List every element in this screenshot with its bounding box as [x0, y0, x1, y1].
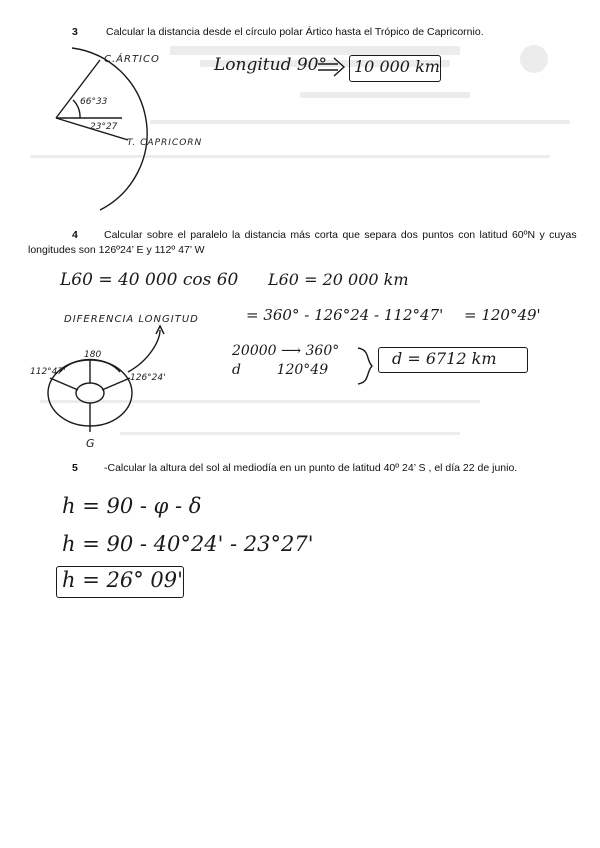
- p3-angle-arc: [73, 100, 80, 118]
- problem-5-statement: -Calcular la altura del sol al mediodía en un punto de latitud 40º 24’ S , el día 22 de junio.: [104, 462, 518, 474]
- problem-4-statement-line1: Calcular sobre el paralelo la distancia más corta que separa dos puntos con latitud 60ºN y cuyas: [104, 229, 577, 241]
- p3-ray-top: [56, 60, 100, 118]
- p4-brace: [358, 348, 372, 384]
- p4-pointer-curve: [128, 330, 160, 372]
- problem-4-statement-line2: longitudes son 126º24’ E y 112º 47’ W: [28, 244, 205, 256]
- p3-result: 10 000 km: [354, 57, 440, 76]
- p4-proportion-a: 20000 ⟶ 360°: [232, 343, 340, 359]
- p4-inner-circle: [76, 383, 104, 403]
- p4-diagram-bottom: G: [86, 437, 95, 450]
- p4-diagram-top: 180: [84, 350, 102, 360]
- p4-diagram-left: 112°47': [30, 367, 66, 377]
- problem-5-number: 5: [72, 462, 78, 474]
- p3-longitud-label: Longitud 90°: [214, 55, 327, 75]
- p5-formula: h = 90 - φ - δ: [62, 494, 202, 518]
- problem-4-number: 4: [72, 229, 78, 241]
- p3-angle2: 23°27: [90, 122, 118, 132]
- p4-line1-left: L60 = 40 000 cos 60: [60, 270, 239, 290]
- p3-angle1: 66°33: [80, 97, 108, 107]
- p4-line1-right: L60 = 20 000 km: [268, 270, 409, 289]
- p4-line2-expr: = 360° - 126°24 - 112°47': [246, 306, 444, 324]
- p4-line2-label: DIFERENCIA LONGITUD: [64, 314, 199, 325]
- p4-result: d = 6712 km: [392, 349, 497, 368]
- p4-line2-result: = 120°49': [464, 306, 541, 324]
- problem-3-number: 3: [72, 26, 78, 38]
- problem-3-statement: Calcular la distancia desde el círculo polar Ártico hasta el Trópico de Capricornio.: [106, 26, 484, 38]
- p3-label-bottom: T. CAPRICORN: [127, 138, 203, 148]
- p4-diagram-right: 126°24': [130, 373, 166, 383]
- p5-result: h = 26° 09': [62, 568, 183, 592]
- p4-proportion-b: d 120°49: [232, 362, 329, 378]
- p5-substitution: h = 90 - 40°24' - 23°27': [62, 532, 314, 556]
- p3-label-top: C.ÁRTICO: [104, 54, 160, 65]
